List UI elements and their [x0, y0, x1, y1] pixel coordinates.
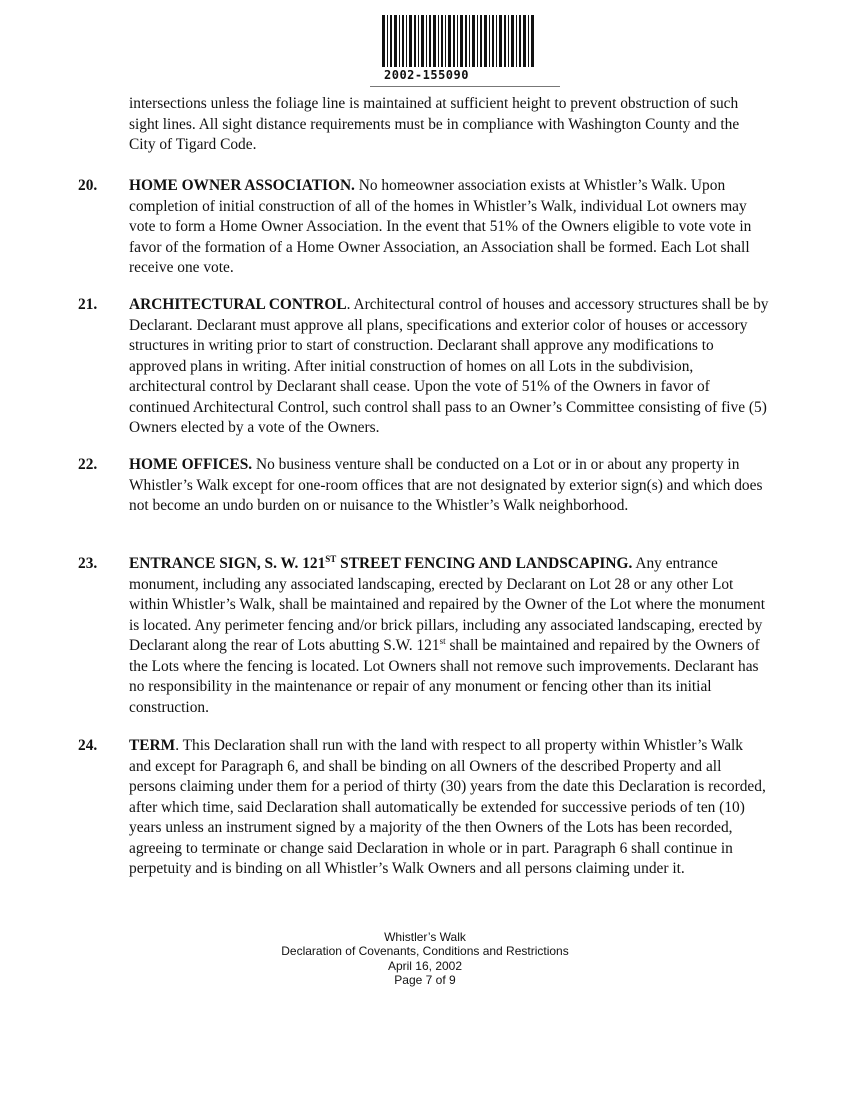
barcode-icon [382, 15, 534, 67]
footer-title: Whistler’s Walk [384, 930, 466, 944]
section-number: 23. [78, 555, 98, 572]
section-text [129, 455, 769, 517]
footer-subtitle: Declaration of Covenants, Conditions and Restrictions [281, 944, 569, 959]
section-number: 20. [78, 177, 98, 194]
section-number: 24. [78, 737, 98, 754]
section-text [129, 554, 769, 718]
continuation-paragraph: intersections unless the foliage line is maintained at sufficient height to prevent obstruction of such sight lines. All sight distance requirements must be in compliance with Washington County and the City of Tigard Code. [129, 95, 740, 153]
section-text [129, 295, 769, 439]
section-number: 21. [78, 296, 98, 313]
section-heading: HOME OFFICES. [129, 456, 253, 473]
barcode-number: 2002-155090 [384, 68, 469, 82]
section-body: No business venture shall be conducted on a Lot or in or about any property in Whistler’s Walk except for one-room offices that are not designated by exterior sign(s) and which does not become an undo burden on or nuisance to the Whistler’s Walk neighborhood. [129, 456, 763, 514]
footer-date: April 16, 2002 [387, 958, 463, 973]
section-heading [129, 555, 632, 572]
heading-part-a: ENTRANCE SIGN, S. W. 121 [129, 555, 326, 572]
section-heading: TERM [129, 737, 176, 754]
section-body: No homeowner association exists at Whistler’s Walk. Upon completion of initial construction of all of the homes in Whistler’s Walk, individual Lot owners may vote to form a Home Owner Association. In the event that 51% of the Owners eligible to vote vote in favor of the formation of a Home Owner Association, an Association shall be formed. Each Lot shall receive one vote. [129, 177, 752, 276]
section-body-b: shall be maintained and repaired by the Owners of the Lots where the fencing is located. Lot Owners shall not remove such improvements. Declarant has no responsibility in the maintenance or repair of any monument or fencing other than its initial construction. [129, 637, 760, 716]
body-superscript: st [439, 636, 446, 646]
section-body: . This Declaration shall run with the land with respect to all property within Whistler’s Walk and except for Paragraph 6, and shall be binding on all Owners of the described Property and all persons claiming under them for a period of thirty (30) years from the date this Declaration is recorded, after which time, said Declaration shall automatically be extended for successive periods of ten (10) years unless an instrument signed by a majority of the then Owners of the Lots has been recorded, agreeing to terminate or change said Declaration in whole or in part. Paragraph 6 shall continue in perpetuity and is binding on all Whistler’s Walk Owners and all persons claiming under it. [129, 737, 766, 877]
section-number: 22. [78, 456, 98, 473]
heading-part-b: STREET FENCING AND LANDSCAPING. [336, 555, 633, 572]
recording-barcode [382, 15, 534, 82]
page-footer [0, 930, 850, 988]
section-body: . Architectural control of houses and accessory structures shall be by Declarant. Declarant must approve all plans, specifications and exterior color of houses or accessory structures in writing prior to start of construction. Declarant shall approve any modifications to approved plans in writing. After initial construction of homes on all Lots in the subdivision, architectural control by Declarant shall cease. Upon the vote of 51% of the Owners in favor of continued Architectural Control, such control shall pass to an Owner’s Committee consisting of five (5) Owners elected by a vote of the Owners. [129, 296, 769, 436]
section-heading: HOME OWNER ASSOCIATION. [129, 177, 355, 194]
section-text [129, 176, 769, 279]
heading-superscript: ST [325, 554, 337, 564]
footer-page-number: Page 7 of 9 [394, 973, 456, 988]
section-text [129, 736, 769, 880]
section-heading: ARCHITECTURAL CONTROL [129, 296, 347, 313]
section-body-a: Any entrance monument, including any associated landscaping, erected by Declarant on Lot 28 or any other Lot within Whistler’s Walk, shall be maintained and repaired by the Owner of the Lot where the monument is located. Any perimeter fencing and/or brick pillars, including any associated landscaping, erected by Declarant along the rear of Lots abutting S.W. 121 [129, 555, 766, 654]
barcode-rule [370, 86, 560, 87]
